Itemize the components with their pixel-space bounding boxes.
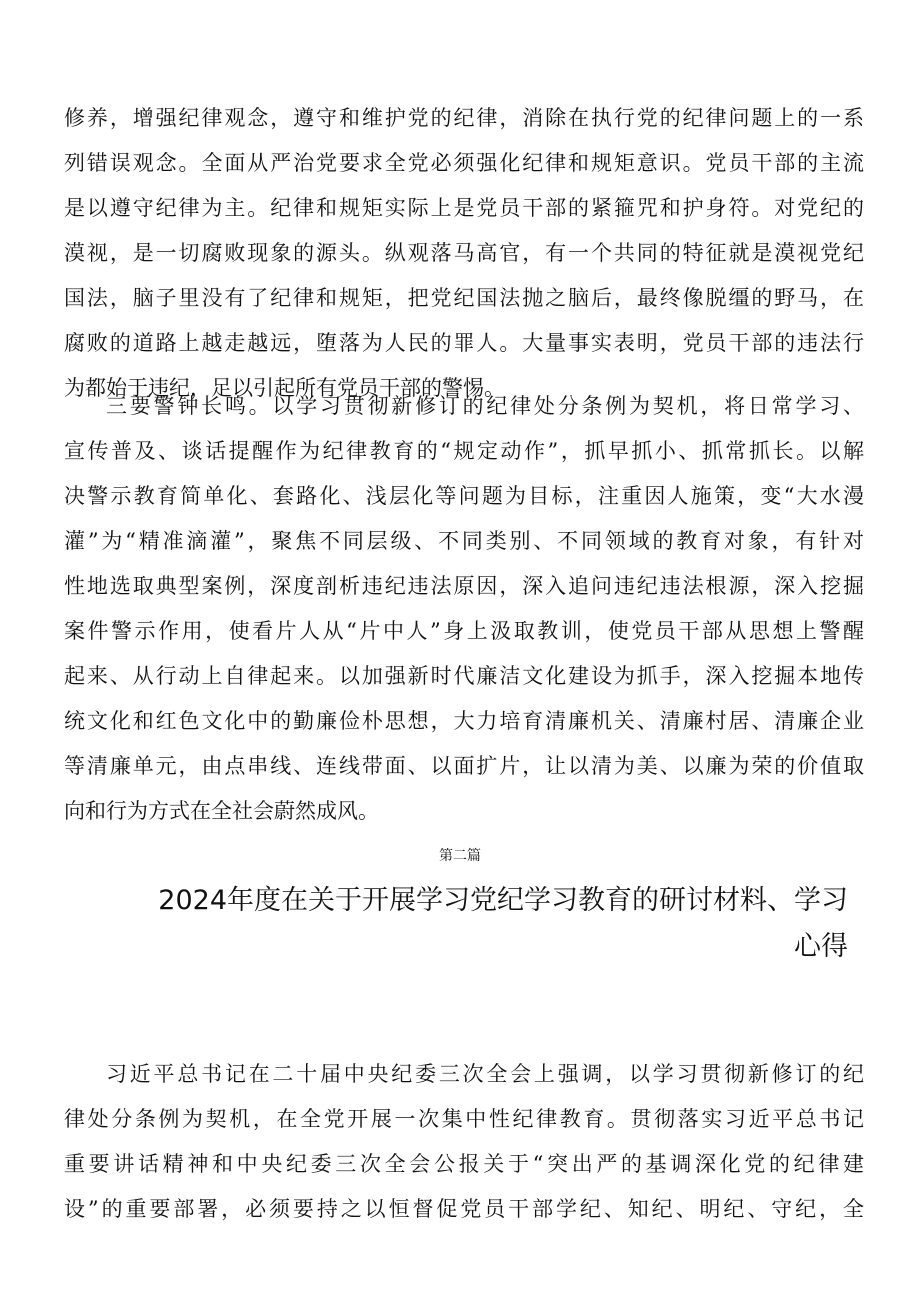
text-line: 腐败的道路上越走越远，堕落为人民的罪人。大量事实表明，党员干部的违法行 <box>64 331 864 355</box>
text-line: 决警示教育简单化、套路化、浅层化等问题为目标，注重因人施策，变“大水漫 <box>64 484 864 508</box>
text-line: 为都始于违纪，足以引起所有党员干部的警惕。 <box>64 376 505 400</box>
text-line: 习近平总书记在二十届中央纪委三次全会上强调，以学习贯彻新修订的纪 <box>106 1062 864 1086</box>
text-line: 列错误观念。全面从严治党要求全党必须强化纪律和规矩意识。党员干部的主流 <box>64 151 864 175</box>
text-line: 向和行为方式在全社会蔚然成风。 <box>64 799 379 823</box>
text-line: 案件警示作用，使看片人从“片中人”身上汲取教训，使党员干部从思想上警醒 <box>64 619 864 643</box>
text-line: 性地选取典型案例，深度剖析违纪违法原因，深入追问违纪违法根源，深入挖掘 <box>64 574 864 598</box>
text-line: 重要讲话精神和中央纪委三次全会公报关于“突出严的基调深化党的纪律建 <box>64 1152 864 1176</box>
body-paragraph-1 <box>64 96 864 411</box>
heading-line-2: 心得 <box>794 931 848 962</box>
text-line: 是以遵守纪律为主。纪律和规矩实际上是党员干部的紧箍咒和护身符。对党纪的 <box>64 196 864 220</box>
text-line: 三要警钟长鸣。以学习贯彻新修订的纪律处分条例为契机，将日常学习、 <box>106 394 864 418</box>
text-line: 设”的重要部署，必须要持之以恒督促党员干部学纪、知纪、明纪、守纪，全 <box>64 1197 864 1221</box>
text-line: 律处分条例为契机，在全党开展一次集中性纪律教育。贯彻落实习近平总书记 <box>64 1107 864 1131</box>
text-line: 漠视，是一切腐败现象的源头。纵观落马高官，有一个共同的特征就是漠视党纪 <box>64 241 864 265</box>
article-heading <box>100 878 848 970</box>
text-line: 等清廉单元，由点串线、连线带面、以面扩片，让以清为美、以廉为荣的价值取 <box>64 754 864 778</box>
heading-line-1: 2024年度在关于开展学习党纪学习教育的研讨材料、学习 <box>158 885 848 916</box>
text-line: 国法，脑子里没有了纪律和规矩，把党纪国法抛之脑后，最终像脱缰的野马，在 <box>64 286 864 310</box>
text-line: 灌”为“精准滴灌”，聚焦不同层级、不同类别、不同领域的教育对象，有针对 <box>64 529 864 553</box>
text-line: 统文化和红色文化中的勤廉俭朴思想，大力培育清廉机关、清廉村居、清廉企业 <box>64 709 864 733</box>
body-paragraph-3 <box>64 1052 864 1232</box>
body-paragraph-2 <box>64 384 864 834</box>
text-line: 宣传普及、谈话提醒作为纪律教育的“规定动作”，抓早抓小、抓常抓长。以解 <box>64 439 864 463</box>
text-line: 修养，增强纪律观念，遵守和维护党的纪律，消除在执行党的纪律问题上的一系 <box>64 106 864 130</box>
section-label: 第二篇 <box>439 848 481 864</box>
text-line: 起来、从行动上自律起来。以加强新时代廉洁文化建设为抓手，深入挖掘本地传 <box>64 664 864 688</box>
